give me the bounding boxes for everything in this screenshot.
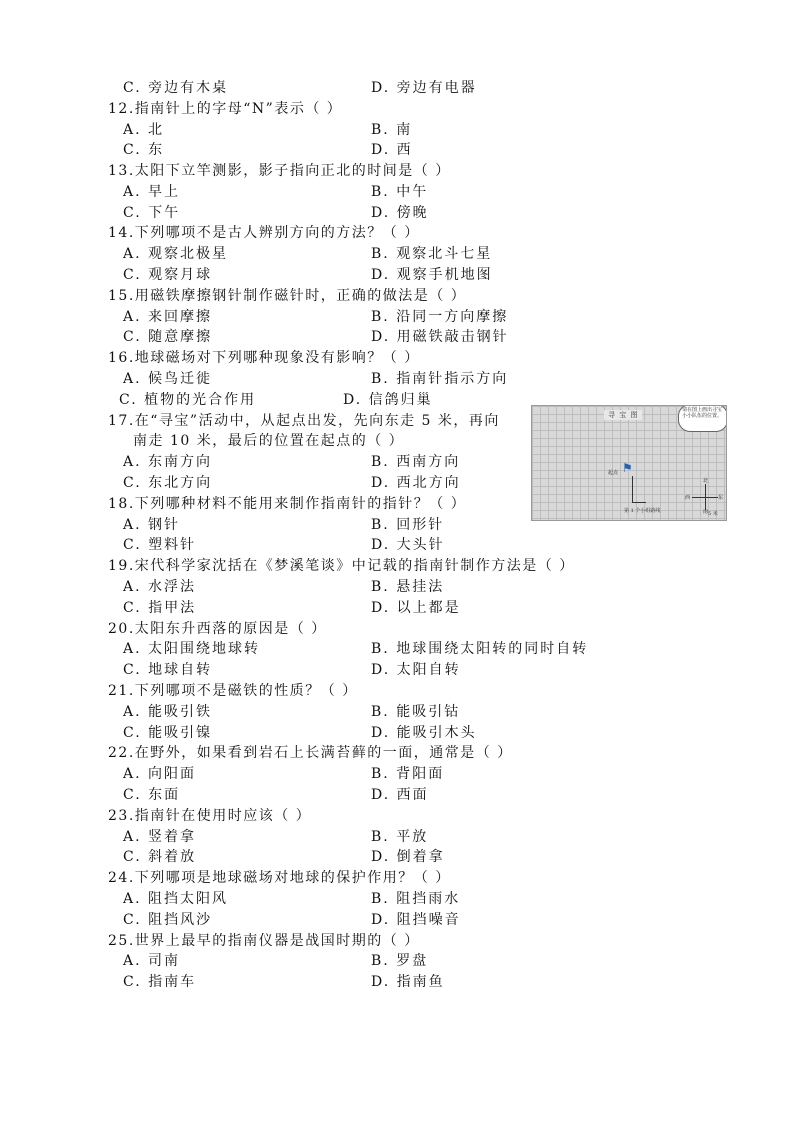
answer-option: A. 钢针 <box>123 517 181 533</box>
answer-option: A. 水浮法 <box>123 579 197 595</box>
answer-option: A. 来回摩擦 <box>123 309 213 325</box>
answer-option: C. 阻挡风沙 <box>123 912 213 928</box>
answer-option: D. 傍晚 <box>371 205 429 221</box>
answer-option: C. 地球自转 <box>123 662 213 678</box>
map-caption: 第 1 个小组路线 <box>624 508 661 514</box>
question-stem: 21.下列哪项不是磁铁的性质？（ ） <box>108 683 358 699</box>
answer-option: C. 观察月球 <box>123 267 213 283</box>
path-line <box>632 502 646 503</box>
answer-option: D. 倒着拿 <box>371 849 445 865</box>
question-stem: 19.宋代科学家沈括在《梦溪笔谈》中记载的指南针制作方法是（ ） <box>108 558 575 574</box>
answer-option: B. 指南针指示方向 <box>371 371 509 387</box>
answer-option: D. 西 <box>371 142 413 158</box>
map-title: 寻 宝 图 <box>604 410 642 420</box>
scale-label: 5 米 <box>708 511 718 517</box>
treasure-map-figure <box>531 405 727 521</box>
answer-option: D. 观察手机地图 <box>371 267 493 283</box>
answer-option: C. 旁边有木桌 <box>123 80 229 96</box>
answer-option: A. 观察北极星 <box>123 246 229 262</box>
answer-option: B. 西南方向 <box>371 454 461 470</box>
path-line <box>632 476 633 502</box>
answer-option: A. 竖着拿 <box>123 829 197 845</box>
question-stem: 12.指南针上的字母“N”表示（ ） <box>108 101 343 117</box>
answer-option: C. 能吸引镍 <box>123 725 213 741</box>
answer-option: B. 观察北斗七星 <box>371 246 493 262</box>
answer-option: C. 指南车 <box>123 974 197 990</box>
answer-option: B. 罗盘 <box>371 953 429 969</box>
answer-option: A. 能吸引铁 <box>123 704 213 720</box>
answer-option: A. 早上 <box>123 184 181 200</box>
answer-option: D. 阻挡噪音 <box>371 912 461 928</box>
answer-option: B. 南 <box>371 122 413 138</box>
question-stem: 17.在“寻宝”活动中，从起点出发，先向东走 5 米，再向 <box>108 413 500 429</box>
compass-west: 西 <box>685 495 691 501</box>
answer-option: C. 随意摩擦 <box>123 329 213 345</box>
answer-option: C. 塑料针 <box>123 537 197 553</box>
question-stem: 24.下列哪项是地球磁场对地球的保护作用？（ ） <box>108 870 451 886</box>
question-stem: 25.世界上最早的指南仪器是战国时期的（ ） <box>108 933 420 949</box>
answer-option: B. 阻挡雨水 <box>371 891 461 907</box>
answer-option: D. 西北方向 <box>371 475 461 491</box>
compass-south: 南 <box>703 509 709 515</box>
answer-option: A. 阻挡太阳风 <box>123 891 229 907</box>
question-stem: 16.地球磁场对下列哪种现象没有影响？（ ） <box>108 350 420 366</box>
answer-option: C. 东面 <box>123 787 181 803</box>
answer-option: B. 地球围绕太阳转的同时自转 <box>371 641 589 657</box>
answer-option: C. 指甲法 <box>123 600 197 616</box>
question-stem: 22.在野外，如果看到岩石上长满苔藓的一面，通常是（ ） <box>108 745 513 761</box>
question-stem: 13.太阳下立竿测影，影子指向正北的时间是（ ） <box>108 163 451 179</box>
answer-option: A. 候鸟迁徙 <box>123 371 213 387</box>
question-stem: 18.下列哪种材料不能用来制作指南针的指针？（ ） <box>108 496 467 512</box>
answer-option: D. 指南鱼 <box>371 974 445 990</box>
answer-option: C. 东 <box>123 142 165 158</box>
question-stem: 23.指南针在使用时应该（ ） <box>108 808 312 824</box>
compass-north: 北 <box>703 478 709 484</box>
answer-option: B. 能吸引钴 <box>371 704 461 720</box>
start-label: 起点 <box>608 470 619 476</box>
answer-option: A. 司南 <box>123 953 181 969</box>
answer-option: A. 太阳围绕地球转 <box>123 641 261 657</box>
answer-option: D. 旁边有电器 <box>371 80 477 96</box>
answer-option: D. 大头针 <box>371 537 445 553</box>
answer-option: D. 用磁铁敲击钢针 <box>371 329 509 345</box>
answer-option: D. 西面 <box>371 787 429 803</box>
answer-option: B. 平放 <box>371 829 429 845</box>
answer-option: C. 斜着放 <box>123 849 197 865</box>
answer-option: A. 东南方向 <box>123 454 213 470</box>
question-stem: 20.太阳东升西落的原因是（ ） <box>108 621 327 637</box>
answer-option: B. 中午 <box>371 184 429 200</box>
answer-option: C. 下午 <box>123 205 181 221</box>
speech-bubble: 请在图上画出寻宝小小队伍的位置。 <box>678 405 727 432</box>
answer-option: B. 沿同一方向摩擦 <box>371 309 509 325</box>
answer-option: C. 植物的光合作用 <box>119 392 257 408</box>
answer-option: B. 回形针 <box>371 517 445 533</box>
question-stem: 15.用磁铁摩擦钢针制作磁针时，正确的做法是（ ） <box>108 288 467 304</box>
answer-option: B. 悬挂法 <box>371 579 445 595</box>
answer-option: B. 背阳面 <box>371 766 445 782</box>
question-stem-continued: 南走 10 米，最后的位置在起点的（ ） <box>133 433 405 449</box>
answer-option: D. 以上都是 <box>371 600 461 616</box>
flag-icon: ⚑ <box>622 461 633 475</box>
answer-option: C. 东北方向 <box>123 475 213 491</box>
question-stem: 14.下列哪项不是古人辨别方向的方法？（ ） <box>108 225 420 241</box>
answer-option: A. 北 <box>123 122 165 138</box>
answer-option: D. 信鸽归巢 <box>343 392 433 408</box>
answer-option: D. 太阳自转 <box>371 662 461 678</box>
answer-option: D. 能吸引木头 <box>371 725 477 741</box>
compass-east: 东 <box>718 495 724 501</box>
answer-option: A. 向阳面 <box>123 766 197 782</box>
